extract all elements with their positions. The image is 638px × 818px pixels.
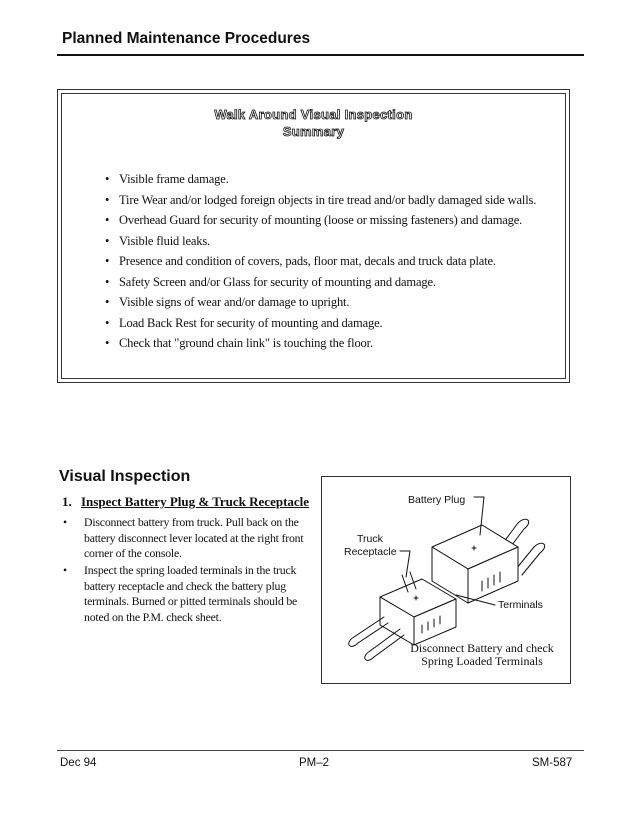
list-item-text: Visible signs of wear and/or damage to upright. [119,295,350,309]
list-item-text: Tire Wear and/or lodged foreign objects in tire tread and/or badly damaged side walls. [119,192,537,207]
instruction-text: Inspect the spring loaded terminals in the truck battery receptacle and check the battery plug terminals. Burned or pitted terminals should be noted on the P.M. check sheet. [84,563,298,624]
list-item-text: Presence and condition of covers, pads, floor mat, decals and truck data plate. [119,254,496,268]
list-item-text: Visible fluid leaks. [119,233,211,248]
list-item [105,274,536,296]
instruction-paragraph [63,515,306,562]
list-item-text: Visible frame damage. [119,172,229,186]
header-rule [57,54,584,56]
bullet: • [105,233,110,248]
footer-rule [57,750,584,751]
summary-list [105,172,537,357]
section-title: Visual Inspection [59,468,191,485]
list-item [105,233,536,255]
list-item-text: Check that "ground chain link" is touching the floor. [119,336,373,350]
footer-document-number: SM-587 [532,757,573,769]
truck-receptacle-label: Truck [357,533,383,545]
figure-box [321,476,571,684]
figure-caption-line2: Spring Loaded Terminals [421,654,543,668]
step-heading-text: Inspect Battery Plug & Truck Receptacle [81,494,310,509]
bullet: • [63,563,67,577]
bullet: • [105,213,110,227]
instruction-paragraph [63,563,306,625]
step-heading [62,494,309,510]
truck-receptacle-label-line2: Receptacle [344,546,397,558]
figure-caption: Disconnect Battery and check [410,641,554,655]
footer-page-number: PM–2 [299,757,330,769]
list-item [105,213,536,234]
list-item [105,254,536,275]
list-item [105,295,536,316]
battery-plug-label: Battery Plug [408,494,466,506]
list-item [105,315,536,337]
list-item [105,172,536,193]
footer-date: Dec 94 [60,757,97,769]
list-item-text: Safety Screen and/or Glass for security of mounting and damage. [119,274,436,289]
summary-title: Walk Around Visual Inspection [214,107,413,122]
summary-box [57,89,570,383]
page-header: Planned Maintenance Procedures [62,30,311,47]
terminals-label: Terminals [498,599,543,611]
bullet: • [105,315,110,330]
bullet: • [63,515,67,529]
list-item-text: Overhead Guard for security of mounting (loose or missing fasteners) and damage. [119,213,523,227]
instruction-text: Disconnect battery from truck. Pull back on the battery disconnect lever located at the right front corner of the console. [84,515,304,560]
bullet: • [105,192,110,207]
step-number: 1. [62,494,72,509]
bullet: • [105,295,110,309]
bullet: • [105,274,110,289]
bullet: • [105,254,110,268]
list-item [105,192,537,214]
summary-box-inner-border [61,93,566,379]
bullet: • [105,172,110,186]
list-item [105,336,536,357]
summary-subtitle: Summary [282,124,345,139]
list-item-text: Load Back Rest for security of mounting and damage. [119,315,383,330]
bullet: • [105,336,110,350]
